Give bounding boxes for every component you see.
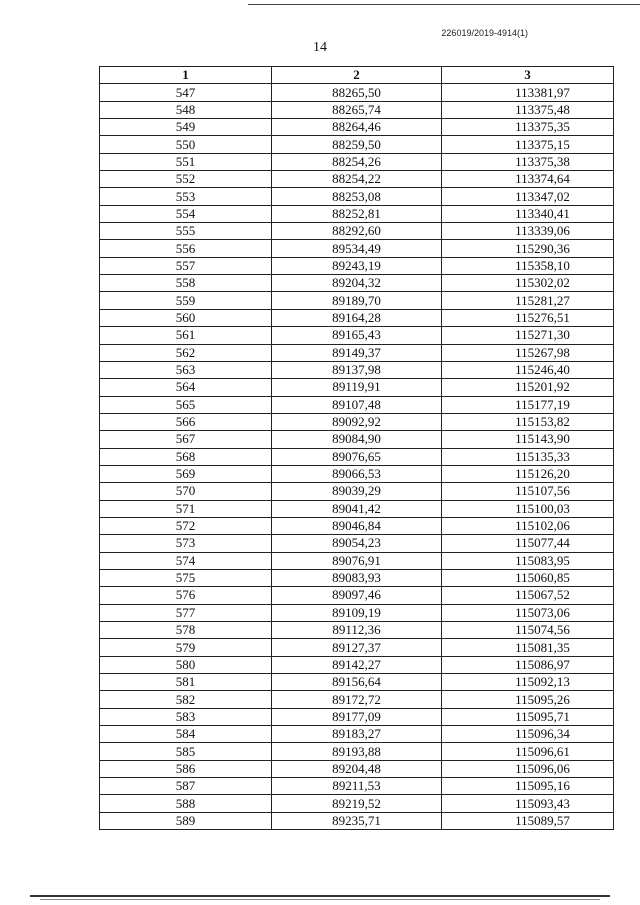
table-row [100, 171, 614, 188]
table-row [100, 413, 614, 430]
point-number-cell: 589 [100, 812, 272, 829]
y-coordinate-cell: 115074,56 [442, 622, 614, 639]
x-coordinate-cell: 89204,48 [272, 760, 442, 777]
x-coordinate-cell: 89084,90 [272, 431, 442, 448]
x-coordinate-cell: 88264,46 [272, 119, 442, 136]
table-row [100, 119, 614, 136]
point-number-cell: 550 [100, 136, 272, 153]
point-number-cell: 573 [100, 535, 272, 552]
point-number-cell: 551 [100, 153, 272, 170]
y-coordinate-cell: 115100,03 [442, 500, 614, 517]
table-row [100, 361, 614, 378]
table-row [100, 379, 614, 396]
x-coordinate-cell: 88252,81 [272, 205, 442, 222]
y-coordinate-cell: 113375,48 [442, 101, 614, 118]
x-coordinate-cell: 89193,88 [272, 743, 442, 760]
point-number-cell: 580 [100, 656, 272, 673]
table-row [100, 396, 614, 413]
point-number-cell: 586 [100, 760, 272, 777]
x-coordinate-cell: 88259,50 [272, 136, 442, 153]
point-number-cell: 578 [100, 622, 272, 639]
y-coordinate-cell: 115095,71 [442, 708, 614, 725]
y-coordinate-cell: 113374,64 [442, 171, 614, 188]
point-number-cell: 553 [100, 188, 272, 205]
y-coordinate-cell: 115081,35 [442, 639, 614, 656]
y-coordinate-cell: 115089,57 [442, 812, 614, 829]
table-row [100, 691, 614, 708]
point-number-cell: 588 [100, 795, 272, 812]
point-number-cell: 577 [100, 604, 272, 621]
x-coordinate-cell: 89039,29 [272, 483, 442, 500]
x-coordinate-cell: 89109,19 [272, 604, 442, 621]
table-row [100, 275, 614, 292]
x-coordinate-cell: 89119,91 [272, 379, 442, 396]
x-coordinate-cell: 89189,70 [272, 292, 442, 309]
x-coordinate-cell: 89107,48 [272, 396, 442, 413]
point-number-cell: 565 [100, 396, 272, 413]
x-coordinate-cell: 88292,60 [272, 223, 442, 240]
x-coordinate-cell: 89243,19 [272, 257, 442, 274]
point-number-cell: 559 [100, 292, 272, 309]
table-row [100, 587, 614, 604]
bottom-rule [30, 895, 610, 897]
x-coordinate-cell: 89219,52 [272, 795, 442, 812]
table-row [100, 604, 614, 621]
x-coordinate-cell: 89127,37 [272, 639, 442, 656]
table-row [100, 552, 614, 569]
y-coordinate-cell: 115073,06 [442, 604, 614, 621]
x-coordinate-cell: 88254,22 [272, 171, 442, 188]
document-reference: 226019/2019-4914(1) [441, 28, 528, 38]
y-coordinate-cell: 115267,98 [442, 344, 614, 361]
table-row [100, 726, 614, 743]
point-number-cell: 556 [100, 240, 272, 257]
point-number-cell: 574 [100, 552, 272, 569]
table-row [100, 153, 614, 170]
x-coordinate-cell: 89165,43 [272, 327, 442, 344]
table-row [100, 656, 614, 673]
y-coordinate-cell: 115201,92 [442, 379, 614, 396]
y-coordinate-cell: 115135,33 [442, 448, 614, 465]
x-coordinate-cell: 88254,26 [272, 153, 442, 170]
table-row [100, 205, 614, 222]
point-number-cell: 568 [100, 448, 272, 465]
point-number-cell: 557 [100, 257, 272, 274]
table-row [100, 257, 614, 274]
table-body [100, 84, 614, 830]
y-coordinate-cell: 115271,30 [442, 327, 614, 344]
y-coordinate-cell: 113375,15 [442, 136, 614, 153]
table-row [100, 535, 614, 552]
table-row [100, 136, 614, 153]
table-row [100, 309, 614, 326]
point-number-cell: 583 [100, 708, 272, 725]
point-number-cell: 571 [100, 500, 272, 517]
point-number-cell: 570 [100, 483, 272, 500]
table-row [100, 465, 614, 482]
page-number: 14 [313, 40, 327, 55]
column-header: 3 [442, 67, 614, 84]
point-number-cell: 576 [100, 587, 272, 604]
table-header [100, 67, 614, 84]
x-coordinate-cell: 89092,92 [272, 413, 442, 430]
x-coordinate-cell: 89076,91 [272, 552, 442, 569]
y-coordinate-cell: 113375,38 [442, 153, 614, 170]
point-number-cell: 560 [100, 309, 272, 326]
point-number-cell: 585 [100, 743, 272, 760]
x-coordinate-cell: 89164,28 [272, 309, 442, 326]
table-row [100, 448, 614, 465]
point-number-cell: 567 [100, 431, 272, 448]
y-coordinate-cell: 115126,20 [442, 465, 614, 482]
point-number-cell: 582 [100, 691, 272, 708]
y-coordinate-cell: 115096,34 [442, 726, 614, 743]
x-coordinate-cell: 89066,53 [272, 465, 442, 482]
point-number-cell: 552 [100, 171, 272, 188]
y-coordinate-cell: 115060,85 [442, 569, 614, 586]
y-coordinate-cell: 115083,95 [442, 552, 614, 569]
y-coordinate-cell: 115096,06 [442, 760, 614, 777]
y-coordinate-cell: 115358,10 [442, 257, 614, 274]
y-coordinate-cell: 115092,13 [442, 674, 614, 691]
table-row [100, 500, 614, 517]
x-coordinate-cell: 89177,09 [272, 708, 442, 725]
column-header: 2 [272, 67, 442, 84]
x-coordinate-cell: 89204,32 [272, 275, 442, 292]
y-coordinate-cell: 115177,19 [442, 396, 614, 413]
table-row [100, 223, 614, 240]
x-coordinate-cell: 89149,37 [272, 344, 442, 361]
y-coordinate-cell: 115153,82 [442, 413, 614, 430]
x-coordinate-cell: 89142,27 [272, 656, 442, 673]
y-coordinate-cell: 115077,44 [442, 535, 614, 552]
table-row [100, 569, 614, 586]
point-number-cell: 555 [100, 223, 272, 240]
x-coordinate-cell: 89235,71 [272, 812, 442, 829]
x-coordinate-cell: 89211,53 [272, 778, 442, 795]
point-number-cell: 566 [100, 413, 272, 430]
table-row [100, 327, 614, 344]
table-row [100, 708, 614, 725]
bottom-rule-thin [40, 899, 600, 900]
point-number-cell: 562 [100, 344, 272, 361]
point-number-cell: 579 [100, 639, 272, 656]
table-row [100, 431, 614, 448]
point-number-cell: 584 [100, 726, 272, 743]
y-coordinate-cell: 115086,97 [442, 656, 614, 673]
table-row [100, 760, 614, 777]
x-coordinate-cell: 89076,65 [272, 448, 442, 465]
y-coordinate-cell: 115095,16 [442, 778, 614, 795]
table-row [100, 812, 614, 829]
y-coordinate-cell: 115067,52 [442, 587, 614, 604]
table-row [100, 483, 614, 500]
x-coordinate-cell: 88265,50 [272, 84, 442, 101]
table-row [100, 674, 614, 691]
y-coordinate-cell: 115102,06 [442, 517, 614, 534]
point-number-cell: 581 [100, 674, 272, 691]
point-number-cell: 564 [100, 379, 272, 396]
table-row [100, 795, 614, 812]
table-row [100, 240, 614, 257]
y-coordinate-cell: 115107,56 [442, 483, 614, 500]
point-number-cell: 572 [100, 517, 272, 534]
y-coordinate-cell: 113381,97 [442, 84, 614, 101]
x-coordinate-cell: 89534,49 [272, 240, 442, 257]
top-rule [248, 4, 640, 5]
y-coordinate-cell: 115302,02 [442, 275, 614, 292]
point-number-cell: 548 [100, 101, 272, 118]
x-coordinate-cell: 89097,46 [272, 587, 442, 604]
table-row [100, 292, 614, 309]
y-coordinate-cell: 115096,61 [442, 743, 614, 760]
x-coordinate-cell: 88265,74 [272, 101, 442, 118]
coordinates-table [99, 66, 614, 830]
point-number-cell: 563 [100, 361, 272, 378]
y-coordinate-cell: 115143,90 [442, 431, 614, 448]
table-row [100, 778, 614, 795]
table-row [100, 639, 614, 656]
table-row [100, 622, 614, 639]
x-coordinate-cell: 89041,42 [272, 500, 442, 517]
y-coordinate-cell: 113340,41 [442, 205, 614, 222]
y-coordinate-cell: 115281,27 [442, 292, 614, 309]
x-coordinate-cell: 89083,93 [272, 569, 442, 586]
table-row [100, 188, 614, 205]
x-coordinate-cell: 89172,72 [272, 691, 442, 708]
point-number-cell: 587 [100, 778, 272, 795]
x-coordinate-cell: 88253,08 [272, 188, 442, 205]
y-coordinate-cell: 115093,43 [442, 795, 614, 812]
point-number-cell: 575 [100, 569, 272, 586]
point-number-cell: 547 [100, 84, 272, 101]
table-row [100, 517, 614, 534]
table-header-row [100, 67, 614, 84]
y-coordinate-cell: 115290,36 [442, 240, 614, 257]
x-coordinate-cell: 89137,98 [272, 361, 442, 378]
x-coordinate-cell: 89054,23 [272, 535, 442, 552]
y-coordinate-cell: 115095,26 [442, 691, 614, 708]
x-coordinate-cell: 89046,84 [272, 517, 442, 534]
point-number-cell: 554 [100, 205, 272, 222]
x-coordinate-cell: 89183,27 [272, 726, 442, 743]
table-row [100, 84, 614, 101]
table-row [100, 344, 614, 361]
table-row [100, 101, 614, 118]
point-number-cell: 561 [100, 327, 272, 344]
x-coordinate-cell: 89156,64 [272, 674, 442, 691]
y-coordinate-cell: 115276,51 [442, 309, 614, 326]
y-coordinate-cell: 113375,35 [442, 119, 614, 136]
column-header: 1 [100, 67, 272, 84]
point-number-cell: 569 [100, 465, 272, 482]
y-coordinate-cell: 113347,02 [442, 188, 614, 205]
y-coordinate-cell: 113339,06 [442, 223, 614, 240]
x-coordinate-cell: 89112,36 [272, 622, 442, 639]
point-number-cell: 549 [100, 119, 272, 136]
y-coordinate-cell: 115246,40 [442, 361, 614, 378]
point-number-cell: 558 [100, 275, 272, 292]
table-row [100, 743, 614, 760]
